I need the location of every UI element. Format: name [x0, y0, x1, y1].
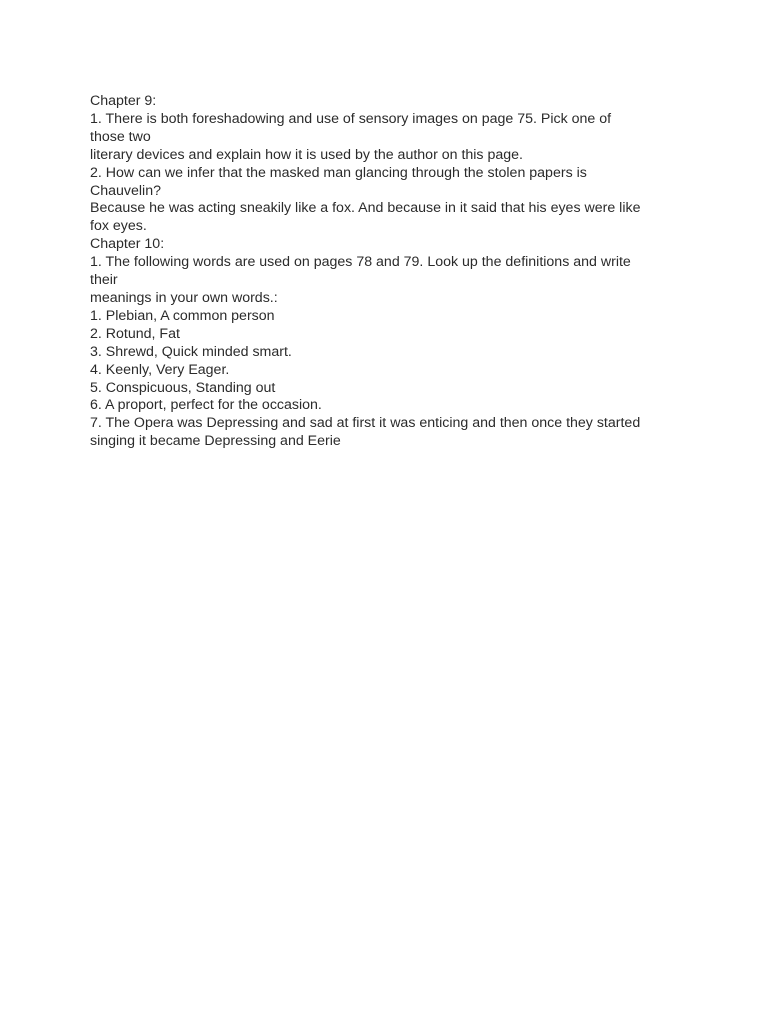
vocab-item-2: 2. Rotund, Fat [90, 325, 180, 342]
ch10-question-1-line-3: meanings in your own words.: [90, 289, 278, 306]
vocab-item-1: 1. Plebian, A common person [90, 307, 275, 324]
ch10-question-1-line-1: 1. The following words are used on pages 78 and 79. Look up the definitions and write [90, 254, 631, 271]
item-7-line-2: singing it became Depressing and Eerie [90, 433, 341, 450]
answer-2-line-1: Because he was acting sneakily like a fox. And because in it said that his eyes were like [90, 200, 641, 217]
question-2-line-1: 2. How can we infer that the masked man glancing through the stolen papers is [90, 164, 587, 181]
question-1-line-2: those two [90, 128, 151, 145]
vocab-item-3: 3. Shrewd, Quick minded smart. [90, 343, 292, 360]
vocab-item-5: 5. Conspicuous, Standing out [90, 379, 276, 396]
document-page [90, 93, 690, 451]
item-7-line-1: 7. The Opera was Depressing and sad at first it was enticing and then once they started [90, 415, 641, 432]
answer-2-line-2: fox eyes. [90, 218, 147, 235]
question-1-line-1: 1. There is both foreshadowing and use of sensory images on page 75. Pick one of [90, 110, 612, 127]
vocab-item-6: 6. A proport, perfect for the occasion. [90, 397, 322, 414]
question-1-line-3: literary devices and explain how it is used by the author on this page. [90, 146, 523, 163]
chapter-10-heading: Chapter 10: [90, 236, 165, 253]
ch10-question-1-line-2: their [90, 272, 118, 289]
question-2-line-2: Chauvelin? [90, 182, 161, 199]
vocab-item-4: 4. Keenly, Very Eager. [90, 361, 230, 378]
chapter-9-heading: Chapter 9: [90, 93, 157, 109]
